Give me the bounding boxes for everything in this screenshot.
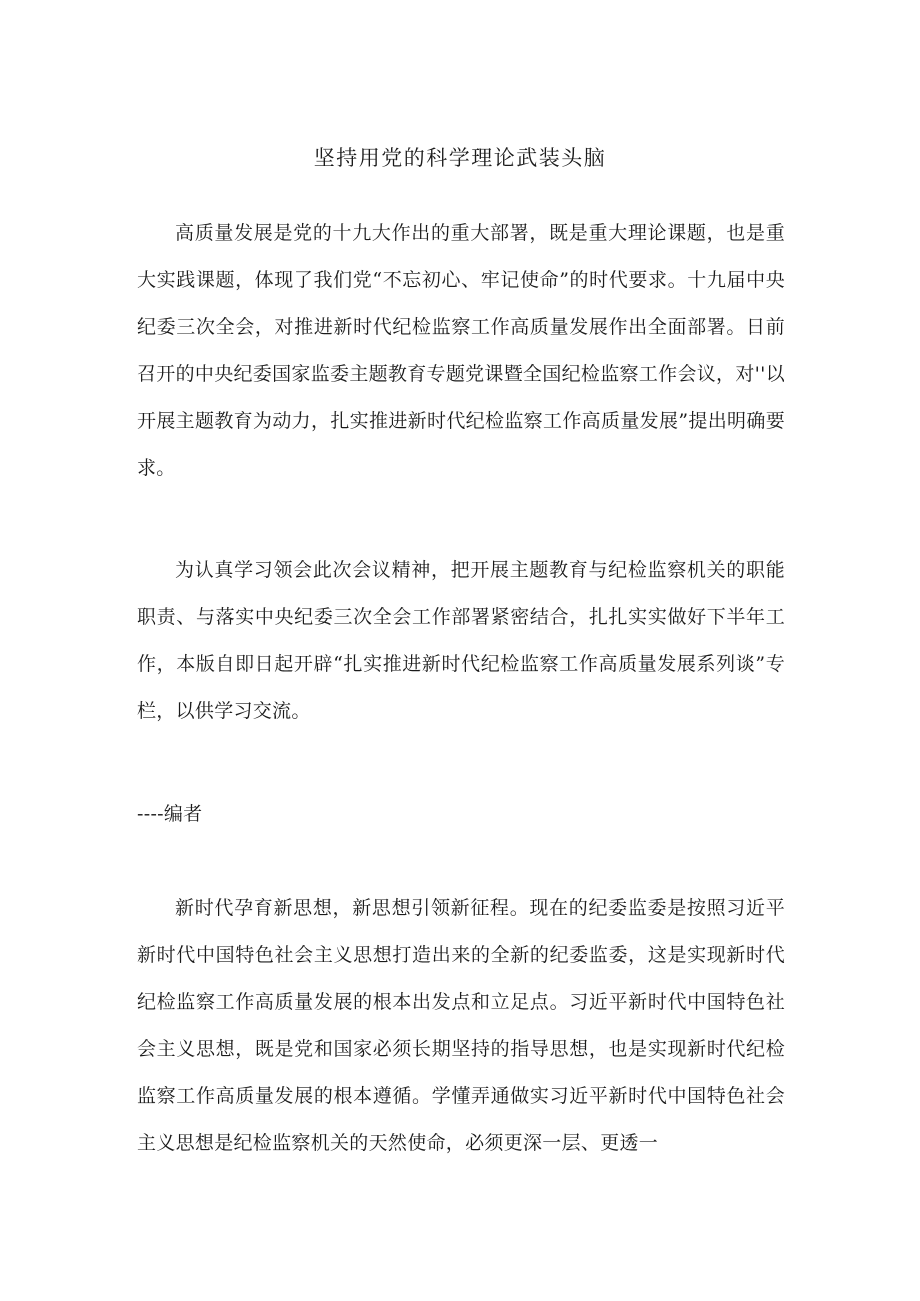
page-title: 坚持用党的科学理论武装头脑 xyxy=(313,146,607,170)
paragraph-column-note: 为认真学习领会此次会议精神，把开展主题教育与纪检监察机关的职能职责、与落实中央纪委三次全会工作部署紧密结合，扎扎实实做好下半年工作，本版自即日起开辟“扎实推进新时代纪检监察工作高质量发展系列谈”专栏，以供学习交流。 xyxy=(137,559,785,722)
editor-signature: ----编者 xyxy=(137,803,203,825)
paragraph-body: 新时代孕育新思想，新思想引领新征程。现在的纪委监委是按照习近平新时代中国特色社会主义思想打造出来的全新的纪委监委，这是实现新时代纪检监察工作高质量发展的根本出发点和立足点。习近平新时代中国特色社会主义思想，既是党和国家必须长期坚持的指导思想，也是实现新时代纪检监察工作高质量发展的根本遵循。学懂弄通做实习近平新时代中国特色社会主义思想是纪检监察机关的天然使命，必须更深一层、更透一 xyxy=(137,897,785,1154)
paragraph-intro: 高质量发展是党的十九大作出的重大部署，既是重大理论课题，也是重大实践课题，体现了我们党“不忘初心、牢记使命”的时代要求。十九届中央纪委三次全会，对推进新时代纪检监察工作高质量发展作出全面部署。日前召开的中央纪委国家监委主题教育专题党课暨全国纪检监察工作会议，对''以开展主题教育为动力，扎实推进新时代纪检监察工作高质量发展”提出明确要求。 xyxy=(137,222,785,479)
